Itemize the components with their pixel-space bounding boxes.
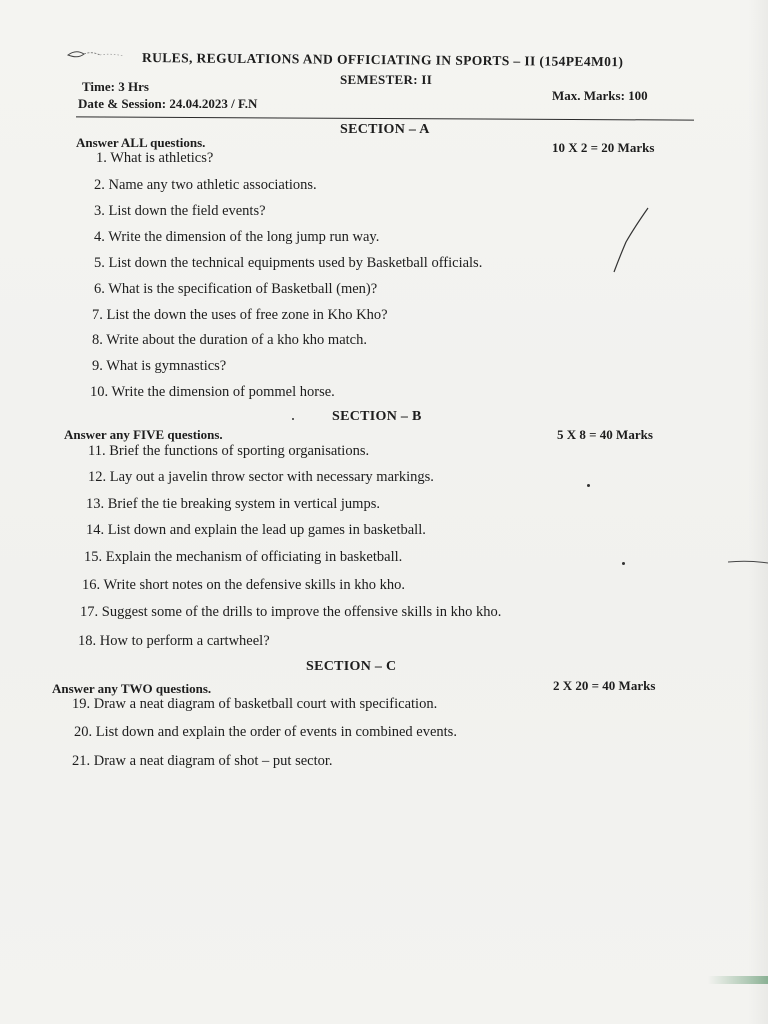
header-divider [76, 116, 694, 120]
question-3: 3. List down the field events? [94, 203, 266, 219]
section-c-heading: SECTION – C [306, 659, 397, 674]
question-2: 2. Name any two athletic associations. [94, 177, 317, 193]
question-11: 11. Brief the functions of sporting organisations. [88, 443, 370, 459]
question-10: 10. Write the dimension of pommel horse. [90, 384, 335, 400]
question-13: 13. Brief the tie breaking system in vertical jumps. [86, 496, 380, 512]
scan-edge-strip [708, 976, 768, 984]
question-20: 20. List down and explain the order of events in combined events. [74, 724, 457, 740]
question-5: 5. List down the technical equipments used by Basketball officials. [94, 255, 483, 271]
question-9: 9. What is gymnastics? [92, 358, 227, 374]
university-logo-icon [66, 48, 128, 62]
section-c-marks: 2 X 20 = 40 Marks [553, 678, 656, 693]
page-edge-shadow [748, 0, 768, 1024]
date-session: Date & Session: 24.04.2023 / F.N [78, 96, 258, 111]
ink-dot [292, 418, 294, 420]
semester-label: SEMESTER: II [340, 72, 433, 87]
question-8: 8. Write about the duration of a kho kho match. [92, 332, 367, 348]
section-a-heading: SECTION – A [340, 122, 430, 137]
scan-line-mark [728, 556, 768, 566]
question-18: 18. How to perform a cartwheel? [78, 633, 270, 649]
section-a-instruction: Answer ALL questions. [76, 135, 206, 150]
question-19: 19. Draw a neat diagram of basketball court with specification. [72, 696, 438, 712]
question-21: 21. Draw a neat diagram of shot – put sector. [72, 753, 333, 769]
ink-dot [587, 484, 590, 487]
ink-dot [622, 562, 625, 565]
question-7: 7. List the down the uses of free zone in Kho Kho? [92, 307, 388, 323]
section-b-marks: 5 X 8 = 40 Marks [557, 427, 653, 442]
question-17: 17. Suggest some of the drills to improve the offensive skills in kho kho. [80, 604, 502, 620]
question-4: 4. Write the dimension of the long jump run way. [94, 229, 380, 245]
question-15: 15. Explain the mechanism of officiating in basketball. [84, 549, 403, 565]
question-6: 6. What is the specification of Basketball (men)? [94, 281, 378, 297]
section-b-instruction: Answer any FIVE questions. [64, 427, 223, 442]
section-a-marks: 10 X 2 = 20 Marks [552, 140, 655, 155]
max-marks: Max. Marks: 100 [552, 88, 648, 103]
section-b-heading: SECTION – B [332, 409, 422, 424]
question-12: 12. Lay out a javelin throw sector with necessary markings. [88, 469, 434, 485]
exam-duration: Time: 3 Hrs [82, 79, 149, 94]
question-14: 14. List down and explain the lead up games in basketball. [86, 522, 426, 538]
section-c-instruction: Answer any TWO questions. [52, 681, 212, 696]
question-16: 16. Write short notes on the defensive skills in kho kho. [82, 577, 405, 593]
pen-stroke-mark [604, 206, 652, 276]
question-1: 1. What is athletics? [96, 150, 214, 166]
paper-title: RULES, REGULATIONS AND OFFICIATING IN SPORTS – II (154PE4M01) [141, 50, 624, 70]
